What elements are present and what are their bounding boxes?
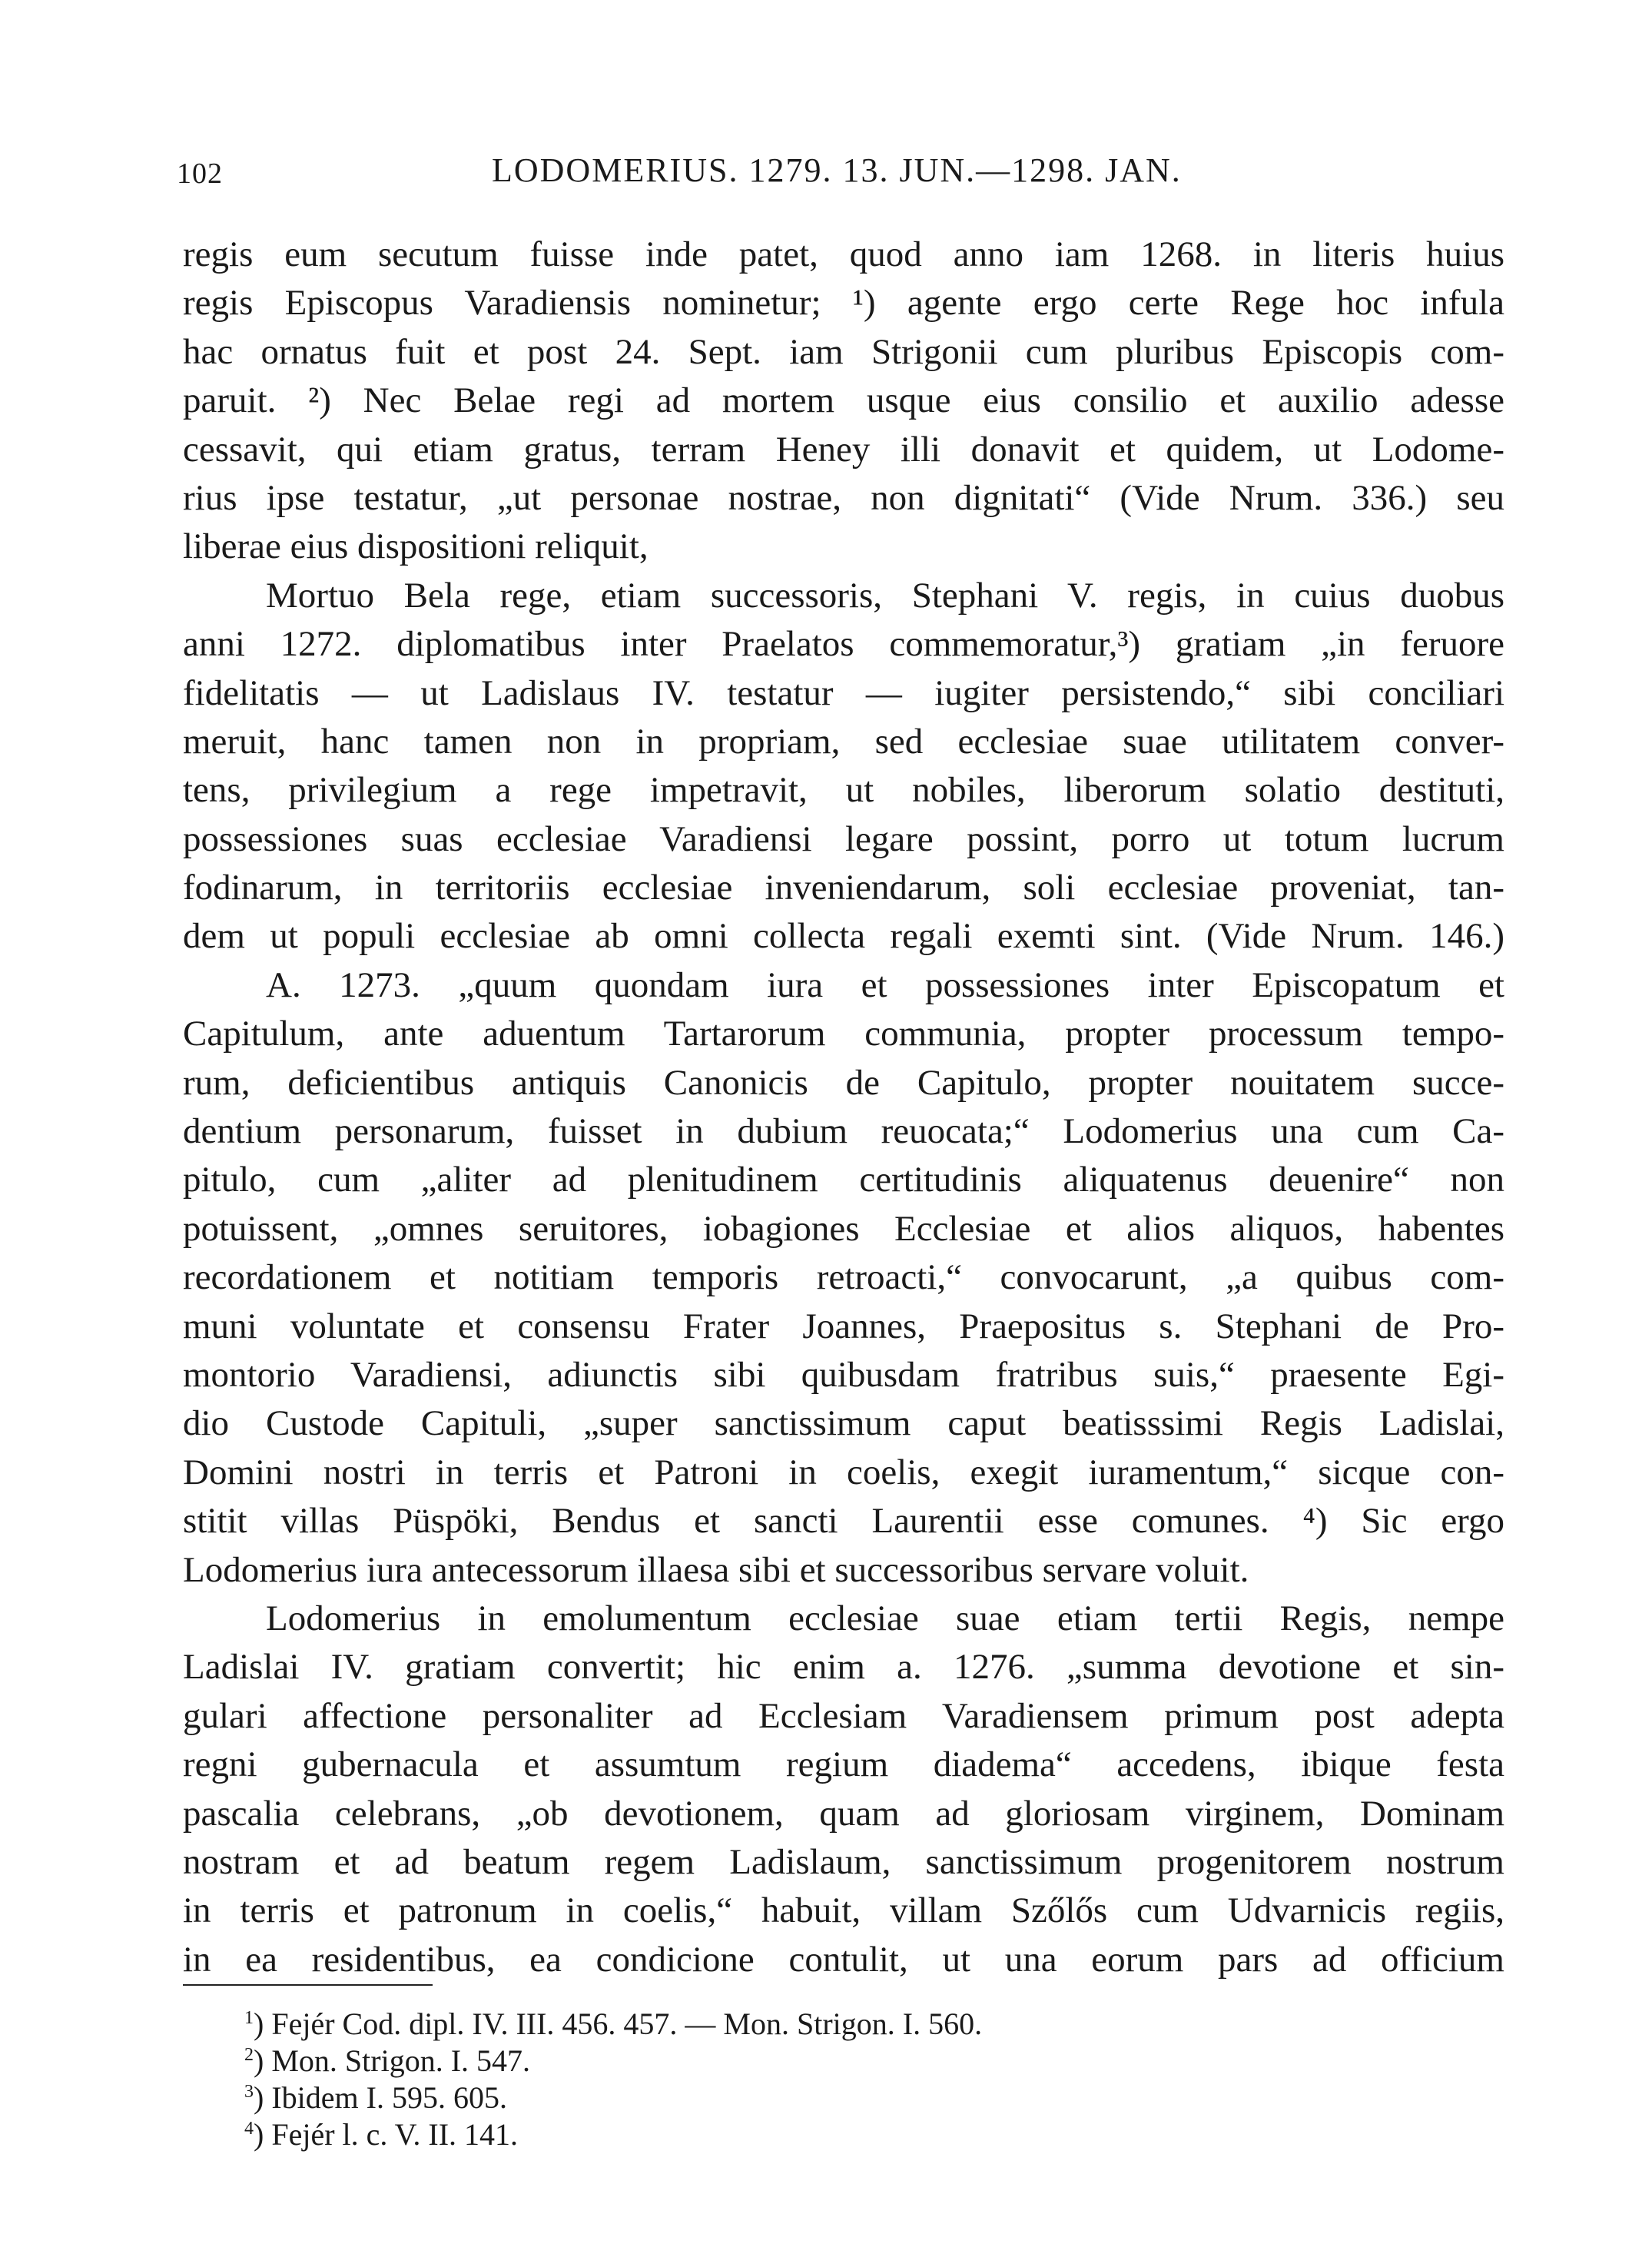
footnote-text: Ibidem I. 595. 605. xyxy=(271,2080,507,2115)
footnote-divider xyxy=(183,1984,433,1986)
footnote xyxy=(244,2079,1504,2116)
text-line: nostram et ad beatum regem Ladislaum, sanctissimum progenitorem nostrum xyxy=(183,1841,1504,1882)
body-text xyxy=(183,231,1504,1984)
footnote xyxy=(244,2043,1504,2079)
text-line: meruit, hanc tamen non in propriam, sed ecclesiae suae utilitatem conver- xyxy=(183,721,1504,762)
text-line: Lodomerius in emolumentum ecclesiae suae etiam tertii Regis, nempe xyxy=(266,1598,1504,1638)
footnote xyxy=(244,2116,1504,2153)
footnote-mark: 3 xyxy=(244,2082,254,2102)
footnote-text: Mon. Strigon. I. 547. xyxy=(271,2043,531,2078)
text-line: in terris et patronum in coelis,“ habuit, villam Szőlős cum Udvarnicis regiis, xyxy=(183,1890,1504,1931)
text-line: regis eum secutum fuisse inde patet, quod anno iam 1268. in literis huius xyxy=(183,234,1504,274)
text-line: Ladislai IV. gratiam convertit; hic enim a. 1276. „summa devotione et sin- xyxy=(183,1647,1504,1688)
text-line: liberae eius dispositioni reliquit, xyxy=(183,526,649,567)
text-line: in ea residentibus, ea condicione contulit, ut una eorum pars ad officium xyxy=(183,1939,1504,1980)
footnote-text: Fejér l. c. V. II. 141. xyxy=(271,2117,519,2152)
page-header xyxy=(177,151,1514,197)
text-line: fodinarum, in territoriis ecclesiae inveniendarum, soli ecclesiae proveniat, tan- xyxy=(183,868,1504,908)
text-line: stitit villas Püspöki, Bendus et sancti Laurentii esse comunes. ⁴) Sic ergo xyxy=(183,1501,1504,1542)
text-line: possessiones suas ecclesiae Varadiensi legare possint, porro ut totum lucrum xyxy=(183,818,1504,859)
text-line: anni 1272. diplomatibus inter Praelatos commemoratur,³) gratiam „in feruore xyxy=(183,624,1504,665)
text-line: pitulo, cum „aliter ad plenitudinem certitudinis aliquatenus deuenire“ non xyxy=(183,1160,1504,1200)
text-line: pascalia celebrans, „ob devotionem, quam ad gloriosam virginem, Dominam xyxy=(183,1793,1504,1834)
text-line: montorio Varadiensi, adiunctis sibi quibusdam fratribus suis,“ praesente Egi- xyxy=(183,1354,1504,1395)
footnote-paren: ) xyxy=(254,2080,272,2115)
text-line: gulari affectione personaliter ad Ecclesiam Varadiensem primum post adepta xyxy=(183,1695,1504,1736)
footnote-paren: ) xyxy=(254,2006,272,2041)
footnote xyxy=(244,2006,1504,2043)
text-line: paruit. ²) Nec Belae regi ad mortem usque eius consilio et auxilio adesse xyxy=(183,380,1504,421)
text-line: muni voluntate et consensu Frater Joannes, Praepositus s. Stephani de Pro- xyxy=(183,1306,1504,1346)
footnote-mark: 4 xyxy=(244,2119,254,2139)
text-line: dentium personarum, fuisset in dubium reuocata;“ Lodomerius una cum Ca- xyxy=(183,1111,1504,1152)
page-number: 102 xyxy=(177,158,223,190)
text-line: rius ipse testatur, „ut personae nostrae, non dignitati“ (Vide Nrum. 336.) seu xyxy=(183,477,1504,518)
footnote-paren: ) xyxy=(254,2043,272,2078)
text-line: potuissent, „omnes seruitores, iobagiones Ecclesiae et alios aliquos, habentes xyxy=(183,1208,1504,1249)
footnote-text: Fejér Cod. dipl. IV. III. 456. 457. — Mon. Strigon. I. 560. xyxy=(271,2006,983,2041)
text-line: cessavit, qui etiam gratus, terram Heney illi donavit et quidem, ut Lodome- xyxy=(183,429,1504,470)
footnote-paren: ) xyxy=(254,2117,272,2152)
text-line: regis Episcopus Varadiensis nominetur; ¹) agente ergo certe Rege hoc infula xyxy=(183,283,1504,324)
text-line: tens, privilegium a rege impetravit, ut nobiles, liberorum solatio destituti, xyxy=(183,770,1504,811)
text-line: dio Custode Capituli, „super sanctissimum caput beatisssimi Regis Ladislai, xyxy=(183,1403,1504,1444)
footnotes xyxy=(244,2006,1504,2153)
text-line: dem ut populi ecclesiae ab omni collecta regali exemti sint. (Vide Nrum. 146.) xyxy=(183,916,1504,957)
text-line: recordationem et notitiam temporis retroacti,“ convocarunt, „a quibus com- xyxy=(183,1257,1504,1298)
footnote-mark: 2 xyxy=(244,2045,254,2065)
text-line: Lodomerius iura antecessorum illaesa sibi et successoribus servare voluit. xyxy=(183,1549,1249,1590)
text-line: Capitulum, ante aduentum Tartarorum communia, propter processum tempo- xyxy=(183,1014,1504,1054)
text-line: regni gubernacula et assumtum regium diadema“ accedens, ibique festa xyxy=(183,1744,1504,1785)
running-head: LODOMERIUS. 1279. 13. JUN.—1298. JAN. xyxy=(492,151,1182,189)
text-line: Domini nostri in terris et Patroni in coelis, exegit iuramentum,“ sicque con- xyxy=(183,1452,1504,1492)
text-line: rum, deficientibus antiquis Canonicis de Capitulo, propter nouitatem succe- xyxy=(183,1062,1504,1103)
text-line: fidelitatis — ut Ladislaus IV. testatur — iugiter persistendo,“ sibi conciliari xyxy=(183,672,1504,713)
footnote-mark: 1 xyxy=(244,2008,254,2028)
text-line: Mortuo Bela rege, etiam successoris, Stephani V. regis, in cuius duobus xyxy=(266,575,1504,616)
text-line: A. 1273. „quum quondam iura et possessiones inter Episcopatum et xyxy=(266,964,1504,1005)
text-line: hac ornatus fuit et post 24. Sept. iam Strigonii cum pluribus Episcopis com- xyxy=(183,331,1504,372)
